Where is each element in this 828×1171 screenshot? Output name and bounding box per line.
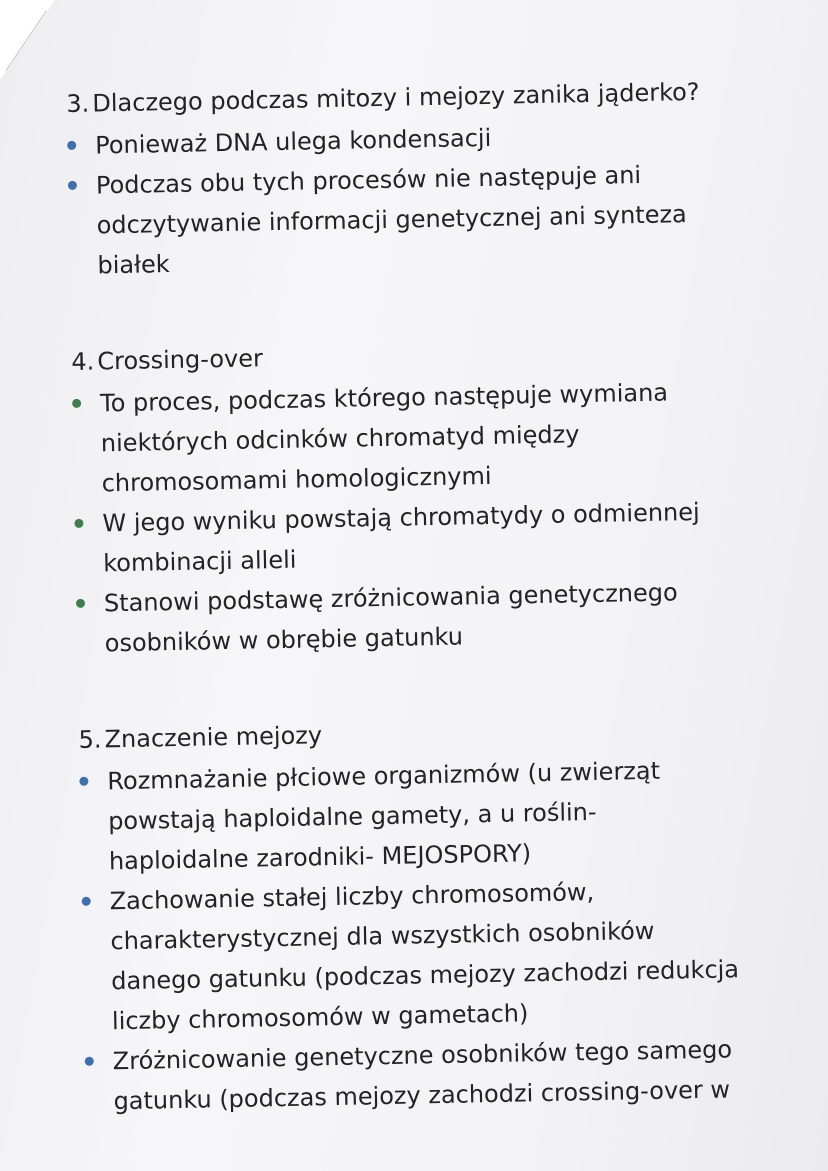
bullet-text-line: charakterystycznej dla wszystkich osobników [110, 916, 655, 956]
bullet-dot-icon [74, 519, 83, 528]
section-number: 3. [66, 89, 90, 118]
bullet-text-line: haploidalne zarodniki- MEJOSPORY) [108, 839, 532, 876]
bullet-item [81, 868, 794, 1042]
bullet-text-line: osobników w obrębie gatunku [104, 622, 464, 658]
bullet-text-line: Rozmnażanie płciowe organizmów (u zwierząt [107, 756, 661, 796]
bullet-dot-icon [76, 599, 85, 608]
bullet-text-line: Ponieważ DNA ulega kondensacji [94, 123, 492, 160]
bullet-text-line: kombinacji alleli [102, 545, 297, 578]
section-title: Crossing-over [97, 344, 264, 376]
bullet-item [68, 152, 780, 286]
bullet-dot-icon [72, 399, 81, 408]
section-title: Znaczenie mejozy [104, 721, 323, 754]
section-title: Dlaczego podczas mitozy i mejozy zanika jąderko? [92, 77, 700, 118]
bullet-text-line: niektórych odcinków chromatyd między [100, 420, 580, 458]
bullet-text-line: Podczas obu tych procesów nie następuje ani [95, 160, 642, 200]
bullet-text-line: To proces, podczas którego następuje wymiana [99, 378, 669, 418]
section-number: 4. [71, 347, 95, 376]
section-5 [78, 706, 796, 1122]
bullet-item [84, 1028, 795, 1122]
section-4 [71, 328, 787, 664]
bullet-text-line: białek [97, 250, 170, 280]
bullet-dot-icon [68, 181, 77, 190]
bullet-text-line: liczby chromosomów w gametach) [111, 999, 529, 1036]
bullet-list [72, 370, 787, 664]
bullet-dot-icon [79, 777, 88, 786]
bullet-item [72, 370, 784, 504]
document-content [66, 70, 796, 1121]
bullet-text-line: powstają haploidalne gamety, a u roślin- [107, 797, 597, 836]
bullet-list [67, 112, 780, 286]
bullet-dot-icon [82, 897, 91, 906]
bullet-item [76, 570, 787, 664]
bullet-item [74, 490, 785, 584]
bullet-text-line: Zachowanie stałej liczby chromosomów, [109, 878, 595, 916]
bullet-dot-icon [85, 1057, 94, 1066]
section-number: 5. [78, 725, 102, 754]
bullet-text-line: danego gatunku (podczas mejozy zachodzi redukcja [110, 955, 740, 996]
bullet-list [79, 748, 796, 1122]
bullet-item [79, 748, 791, 882]
bullet-text-line: gatunku (podczas mejozy zachodzi crossing-over w [113, 1075, 731, 1116]
section-3 [66, 70, 780, 286]
bullet-text-line: W jego wyniku powstają chromatydy o odmiennej [102, 497, 700, 538]
bullet-dot-icon [67, 141, 76, 150]
bullet-text-line: odczytywanie informacji genetycznej ani synteza [96, 200, 687, 240]
bullet-text-line: chromosomami homologicznymi [101, 461, 492, 498]
bullet-text-line: Stanowi podstawę zróżnicowania genetycznego [103, 578, 678, 618]
bullet-text-line: Zróżnicowanie genetyczne osobników tego samego [112, 1035, 733, 1076]
